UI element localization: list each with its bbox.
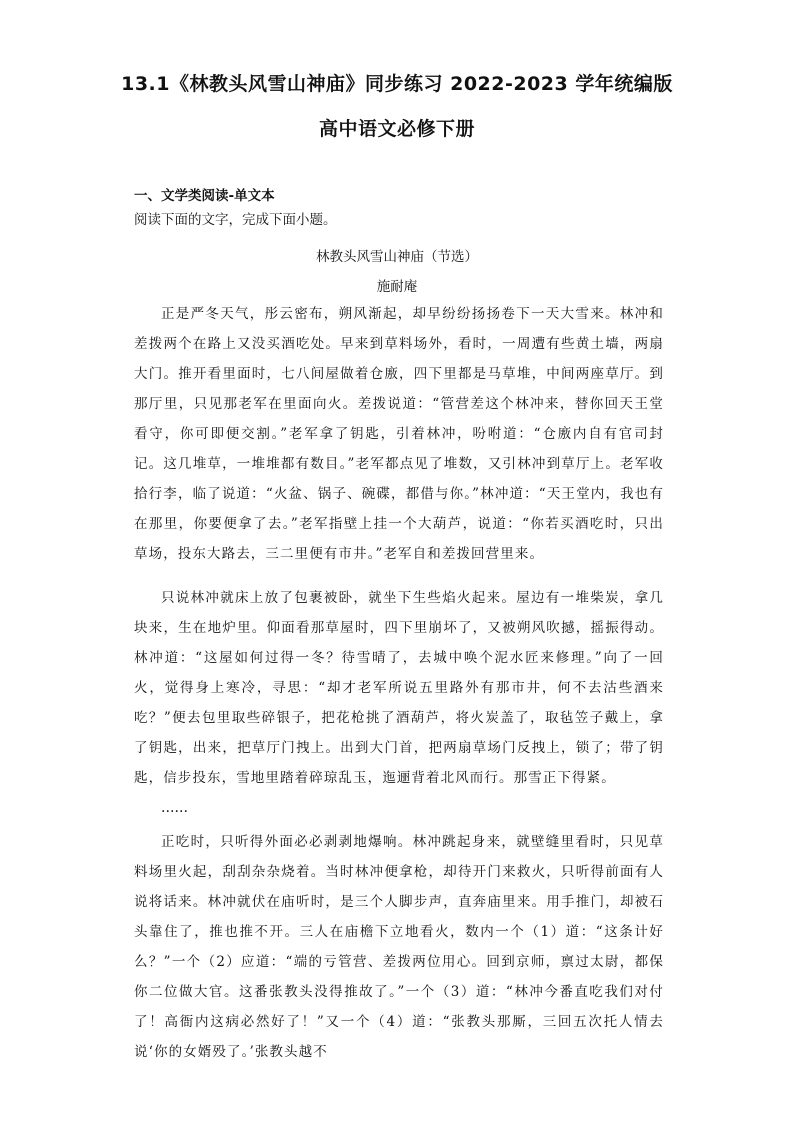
- reading-instruction: 阅读下面的文字，完成下面小题。: [134, 212, 337, 228]
- document-title-line-1: 13.1《林教头风雪山神庙》同步练习 2022-2023 学年统编版: [121, 73, 673, 95]
- passage-paragraph: 正是严冬天气，彤云密布，朔风渐起，却早纷纷扬扬卷下一天大雪来。林冲和差拨两个在路上又没买酒吃处。早来到草料场外，看时，一周遭有些黄土墙，两扇大门。推开看里面时，七八间屋做着仓廒，四下里都是马草堆，中间两座草厅。到那厅里，只见那老军在里面向火。差拨说道：“管营差这个林冲来，替你回天王堂看守，你可即便交割。”老军拿了钥匙，引着林冲，吩咐道：“仓廒内自有官司封记。这几堆草，一堆堆都有数目。”老军都点见了堆数，又引林冲到草厅上。老军收拾行李，临了说道：“火盆、锅子、碗碟，都借与你。”林冲道：“天王堂内，我也有在那里，你要便拿了去。”老军指壁上挂一个大葫芦，说道：“你若买酒吃时，只出草场，投东大路去，三二里便有市井。”老军自和差拨回营里来。: [134, 306, 664, 562]
- document-title-line-2: 高中语文必修下册: [318, 118, 475, 140]
- passage-paragraph: 只说林冲就床上放了包裹被卧，就坐下生些焰火起来。屋边有一堆柴炭，拿几块来，生在地炉里。仰面看那草屋时，四下里崩坏了，又被朔风吹撼，摇振得动。林冲道：“这屋如何过得一冬？待雪晴了，去城中唤个泥水匠来修理。”向了一回火，觉得身上寒冷，寻思：“却才老军所说五里路外有那市井，何不去沽些酒来吃？”便去包里取些碎银子，把花枪挑了酒葫芦，将火炭盖了，取毡笠子戴上，拿了钥匙，出来，把草厅门拽上。出到大门首，把两扇草场门反拽上，锁了；带了钥匙，信步投东，雪地里踏着碎琼乱玉，迤逦背着北风而行。那雪正下得紧。: [134, 590, 664, 786]
- passage-author: 施耐庵: [376, 279, 418, 295]
- omission-ellipsis: ……: [161, 800, 188, 816]
- passage-paragraph: 正吃时，只听得外面必必剥剥地爆响。林冲跳起身来，就壁缝里看时，只见草料场里火起，刮刮杂杂烧着。当时林冲便拿枪，却待开门来救火，只听得前面有人说将话来。林冲就伏在庙听时，是三个人脚步声，直奔庙里来。用手推门，却被石头靠住了，推也推不开。三人在庙檐下立地看火，数内一个（1）道：“这条计好么？”一个（2）应道：“端的亏管营、差拨两位用心。回到京师，禀过太尉，都保你二位做大官。这番张教头没得推故了。”一个（3）道：“林冲今番直吃我们对付了！高衙内这病必然好了！”又一个（4）道：“张教头那厮，三回五次托人情去说‘你的女婿殁了。’张教头越不: [134, 834, 664, 1060]
- passage-title: 林教头风雪山神庙（节选）: [316, 249, 478, 265]
- section-heading: 一、文学类阅读-单文本: [134, 188, 275, 204]
